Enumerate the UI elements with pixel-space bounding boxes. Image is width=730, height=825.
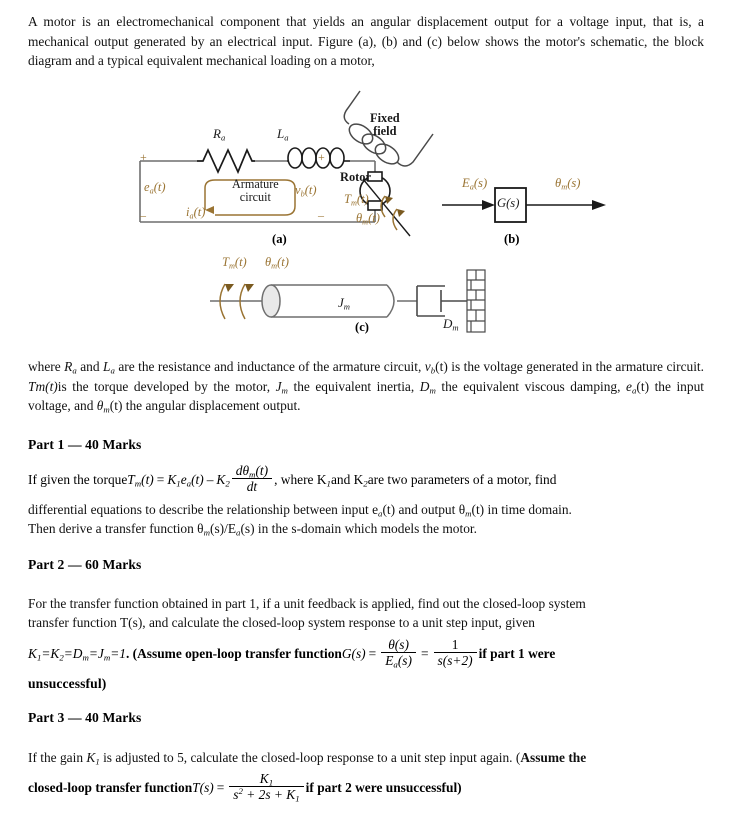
part2-line-a: For the transfer function obtained in part 1, if a unit feedback is applied, find out the closed-loop system bbox=[28, 596, 586, 611]
label-ia-t: $i_a(t)$ bbox=[186, 205, 206, 221]
where-text-1: where bbox=[28, 359, 65, 374]
label-vb-t: $v_b(t)$ bbox=[295, 183, 317, 199]
part2-unsuccessful-text: unsuccessful) bbox=[28, 676, 107, 691]
label-armature-circuit: Armature circuit bbox=[232, 177, 279, 204]
sym-ea: e bbox=[626, 378, 632, 394]
block-output-arrowhead bbox=[592, 200, 606, 210]
inertia-cylinder-Jm bbox=[262, 285, 394, 317]
label-Tm-t-figc: $T_m(t)$ bbox=[222, 255, 247, 271]
sym-thetam: θ bbox=[96, 398, 104, 414]
polarity-minus-vb: – bbox=[318, 208, 324, 222]
part1-torque-equation-line: If given the torque $T_m(t)$ = $K_1e_a(t)$ – $K_2$ $\frac{d\theta_m(t)}{dt}$ , where K $_1$ and K $_2$ are two parameters of a motor, find bbox=[28, 463, 557, 494]
sym-vb: v bbox=[424, 359, 431, 374]
part2-heading: Part 2 — 60 Marks bbox=[28, 557, 142, 572]
label-La: $L_a$ bbox=[277, 126, 289, 143]
sym-Dm: D bbox=[419, 378, 430, 394]
part2-gain-conditions: $K_1=K_2=D_m=J_m=1$ bbox=[28, 645, 126, 662]
part3-line-a: If the gain $K_1$ is adjusted to 5, calculate the closed-loop response to a unit step input again. (Assume the bbox=[28, 750, 587, 767]
polarity-minus-input: – bbox=[140, 208, 146, 222]
figure-b-block-diagram bbox=[440, 185, 620, 230]
intro-paragraph: A motor is an electromechanical component that yields an angular displacement output for a voltage input, that is, a mechanical output generated by an electrical input. Figure (a), (b) and (c) below shows the motor's schematic, the block diagram and a typical equivalent mechanical loading on a motor, bbox=[28, 14, 704, 69]
fixed-wall bbox=[467, 270, 485, 332]
part2-tail-text: if part 1 were bbox=[478, 645, 556, 661]
figure-b-caption: (b) bbox=[504, 232, 520, 246]
label-Tm-t-figa: $T_m(t)$ bbox=[344, 192, 369, 208]
figure-c-caption: (c) bbox=[355, 320, 369, 334]
part2-fraction-one-over-s-s-plus-2: $\frac{1}{s(s+2)}$ bbox=[434, 637, 477, 668]
sym-Jm: J bbox=[275, 378, 282, 394]
sym-Ra: R bbox=[64, 359, 73, 374]
part3-assume-label: closed-loop transfer function bbox=[28, 779, 193, 795]
sym-Tm: Tm(t) bbox=[28, 378, 58, 394]
label-Jm: $J_m$ bbox=[338, 295, 350, 312]
damper-Dm-symbol bbox=[417, 286, 467, 316]
part1-line-b: differential equations to describe the relationship between input $e_a(t)$ and output $\theta_m(t)$ in time domain. bbox=[28, 502, 572, 519]
where-paragraph: where $R_a$ and $L_a$ are the resistance and inductance of the armature circuit, $v_b(t)$ is the voltage generated in the armature circuit. Tm(t)is the torque developed by the motor, $J_m$ the equivalent inertia, $D_m$ the equivalent viscous damping, $e_a(t)$ the input voltage, and $\theta_m(t)$ the angular displacement output. bbox=[28, 359, 704, 415]
part3-tail-text: if part 2 were unsuccessful) bbox=[305, 779, 462, 795]
label-thetam-t-figa: $\theta_m(t)$ bbox=[356, 211, 380, 227]
resistor-Ra-symbol bbox=[197, 150, 255, 172]
part1-line-c: Then derive a transfer function $\theta_m(s)/E_a(s)$ in the s-domain which models the motor. bbox=[28, 521, 477, 538]
label-Ra: $R_a$ bbox=[213, 126, 226, 143]
figure-a-caption: (a) bbox=[272, 232, 287, 246]
part3-heading: Part 3 — 40 Marks bbox=[28, 710, 142, 725]
block-input-arrowhead bbox=[482, 200, 495, 210]
label-rotor: Rotor bbox=[340, 170, 371, 184]
label-G-s-block: G(s) bbox=[497, 196, 520, 210]
label-ea-t: $e_a(t)$ bbox=[144, 180, 166, 196]
part1-line-a-post: , where K bbox=[274, 471, 327, 487]
label-thetam-t-figc: $\theta_m(t)$ bbox=[265, 255, 289, 271]
polarity-plus-vb: + bbox=[318, 150, 325, 164]
part2-line-b: transfer function T(s), and calculate the closed-loop system response to a unit step input, given bbox=[28, 615, 535, 630]
polarity-plus-input: + bbox=[140, 150, 147, 164]
part1-line-a-pre: If given the torque bbox=[28, 471, 128, 487]
label-fixed-field: Fixed field bbox=[370, 111, 400, 138]
part3-closed-loop-equation-line: closed-loop transfer function T(s) = $\frac{K_1}{s^2 + 2s + K_1}$ if part 2 were unsuccessful) bbox=[28, 771, 462, 804]
armature-current-arrow bbox=[205, 206, 214, 214]
part1-heading: Part 1 — 40 Marks bbox=[28, 437, 142, 452]
label-thetam-s: $\theta_m(s)$ bbox=[555, 176, 581, 192]
part1-derivative-fraction: $\frac{d\theta_m(t)}{dt}$ bbox=[232, 463, 272, 494]
label-Dm: $D_m$ bbox=[443, 316, 459, 333]
part2-assume-label: Assume open-loop transfer function bbox=[137, 645, 342, 661]
part2-fraction-theta-over-Ea: $\frac{\theta(s)}{E_a(s)}$ bbox=[381, 637, 416, 668]
sym-La: L bbox=[103, 359, 111, 374]
label-Ea-s: $E_a(s)$ bbox=[462, 176, 488, 192]
part3-fraction-T-of-s: $\frac{K_1}{s^2 + 2s + K_1}$ bbox=[229, 771, 303, 802]
part2-condition-and-equation-line: $K_1=K_2=D_m=J_m=1$ . ( Assume open-loop transfer function G(s) = $\frac{\theta(s)}{E_a(s)}$ = $\frac{1}{s(s+2)}$ if part 1 were bbox=[28, 637, 556, 670]
